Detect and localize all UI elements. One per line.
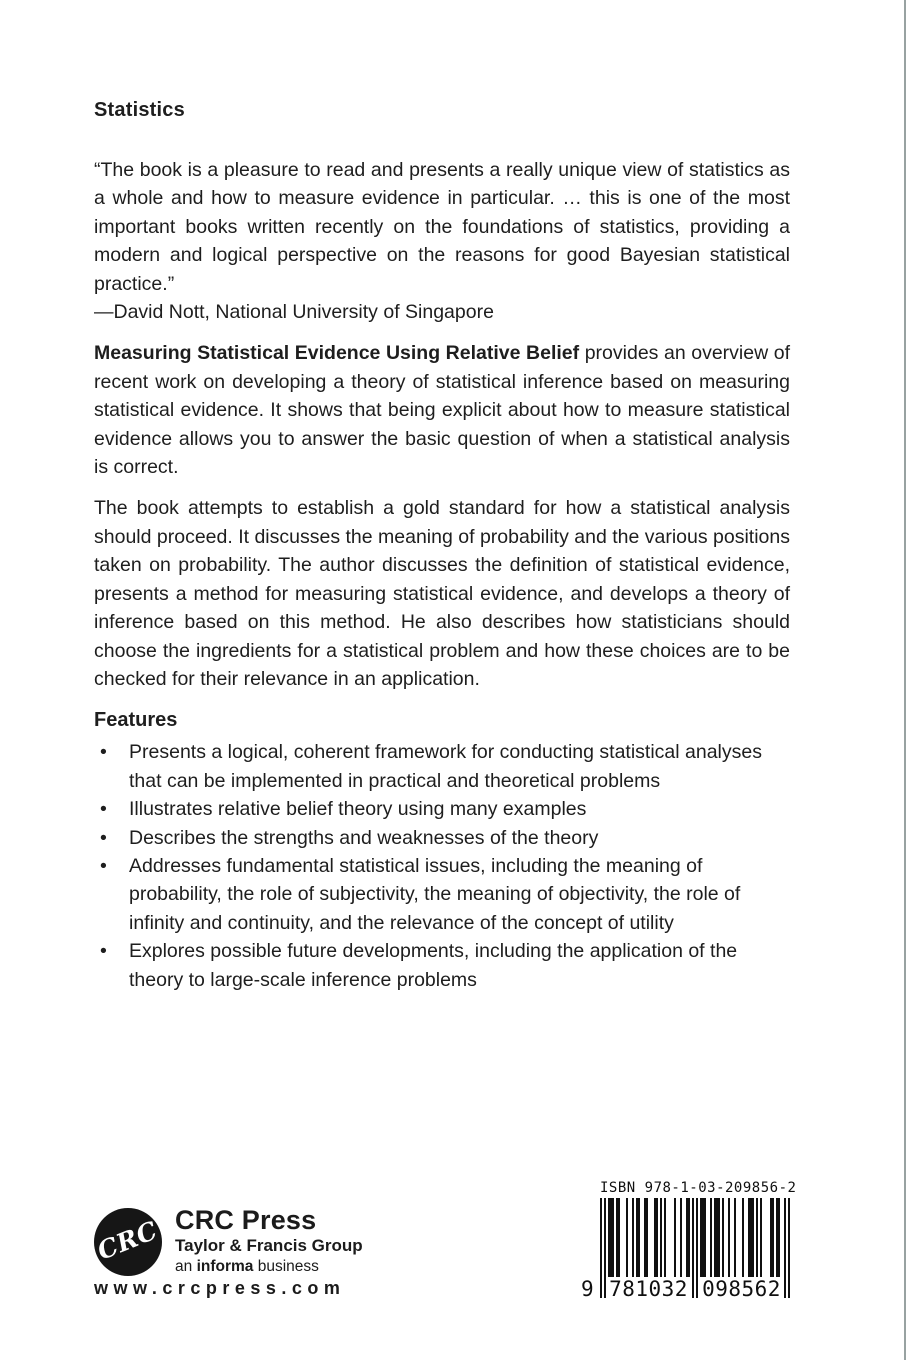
barcode-digit-group1: 781032	[607, 1277, 690, 1301]
tagline-suffix: business	[253, 1258, 319, 1275]
bullet-icon: •	[100, 741, 107, 764]
bullet-icon: •	[100, 940, 107, 963]
feature-item	[94, 738, 790, 795]
barcode-digit-group2: 098562	[700, 1277, 783, 1301]
overview-paragraph-text: provides an overview of recent work on developing a theory of statistical inference based on measuring statistical evidence. It shows that being explicit about how to measure statistical evidence allows you to answer the basic question of when a statistical analysis is correct.	[94, 342, 790, 479]
feature-item-text: Describes the strengths and weaknesses of the theory	[129, 826, 599, 849]
publisher-website: www.crcpress.com	[94, 1278, 346, 1298]
publisher-tagline	[175, 1257, 363, 1277]
tagline-prefix: an	[175, 1258, 197, 1275]
feature-item-text: Presents a logical, coherent framework for conducting statistical analyses that can be implemented in practical and theoretical problems	[129, 741, 762, 792]
book-title-lead: Measuring Statistical Evidence Using Relative Belief	[94, 342, 580, 365]
review-quote-block	[94, 156, 790, 326]
feature-item-text: Explores possible future developments, including the application of the theory to large-scale inference problems	[129, 940, 738, 991]
crc-monogram: CRC	[93, 1215, 162, 1266]
bullet-icon: •	[100, 798, 107, 821]
subject-category-label: Statistics	[94, 99, 185, 121]
publisher-text-block	[175, 1204, 363, 1277]
bullet-icon: •	[100, 854, 107, 877]
tagline-brand: informa	[196, 1258, 254, 1275]
overview-paragraph	[94, 339, 790, 481]
feature-item	[94, 852, 790, 937]
feature-item	[94, 937, 790, 994]
isbn-barcode-block	[580, 1180, 800, 1300]
features-list	[94, 738, 790, 994]
feature-item	[94, 824, 790, 852]
review-quote-text: “The book is a pleasure to read and presents a really unique view of statistics as a whole and how to measure evidence in particular. … this is one of the most important books written recently on the foundations of statistics, providing a modern and logical perspective on the reasons for good Bayesian statistical practice.”	[94, 159, 790, 295]
cover-edge-line	[904, 0, 906, 1360]
crc-logo-icon	[94, 1208, 162, 1276]
feature-item-text: Addresses fundamental statistical issues, including the meaning of probability, the role of subjectivity, the meaning of objectivity, the role of infinity and continuity, and the relevance of the concept of utility	[129, 854, 741, 934]
description-paragraph: The book attempts to establish a gold standard for how a statistical analysis should proceed. It discusses the meaning of probability and the various positions taken on probability. The author discusses the definition of statistical evidence, presents a method for measuring statistical evidence, and develops a theory of inference based on this method. He also describes how statisticians should choose the ingredients for a statistical problem and how these choices are to be checked for their relevance in an application.	[94, 497, 790, 690]
publisher-name: CRC Press	[175, 1205, 317, 1235]
feature-item-text: Illustrates relative belief theory using many examples	[129, 798, 587, 821]
review-quote-attribution: —David Nott, National University of Singapore	[94, 301, 494, 324]
isbn-label: ISBN 978-1-03-209856-2	[600, 1180, 797, 1196]
publisher-group: Taylor & Francis Group	[175, 1236, 363, 1255]
barcode-digit-lead: 9	[581, 1277, 594, 1301]
bullet-icon: •	[100, 826, 107, 849]
feature-item	[94, 795, 790, 823]
cover-text-content	[94, 100, 790, 994]
barcode-digits	[581, 1277, 790, 1301]
publisher-logo-block	[94, 1204, 363, 1277]
features-heading: Features	[94, 709, 178, 732]
